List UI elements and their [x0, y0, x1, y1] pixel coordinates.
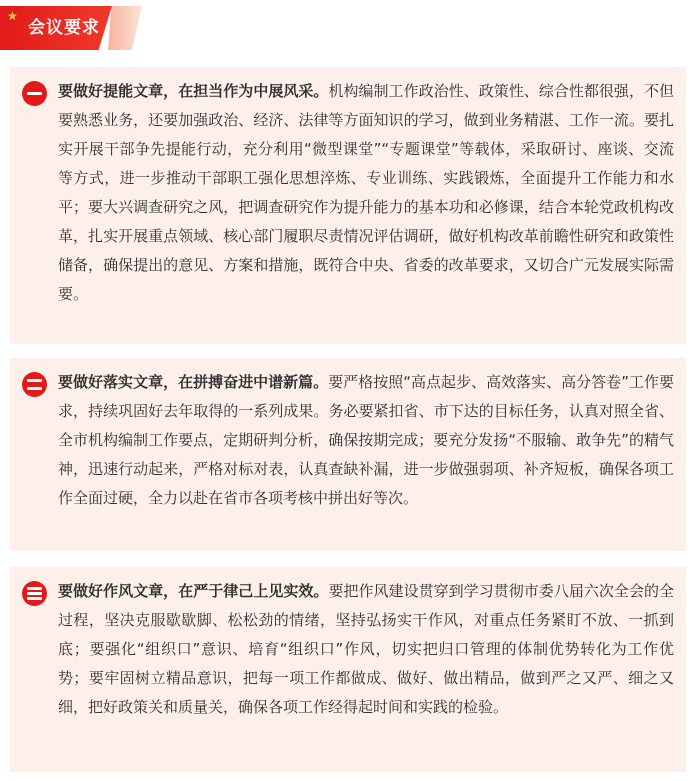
requirement-body: 要严格按照“高点起步、高效落实、高分答卷”工作要求，持续巩固好去年取得的一系列成果。务必要紧扣省、市下达的目标任务，认真对照全省、全市机构编制工作要点，定期研判分析，确保按期完成；要充分发扬“不服输、敢争先”的精气神，迅速行动起来，严格对标对表，认真查缺补漏，进一步做强弱项、补齐短板，确保各项工作全面过硬，全力以赴在省市各项考核中拼出好等次。	[58, 373, 674, 507]
requirement-text	[58, 368, 674, 513]
requirement-text	[58, 77, 674, 309]
header-ribbon-fringe	[108, 6, 142, 50]
requirement-card-2	[10, 358, 686, 551]
requirement-card-3	[10, 567, 686, 772]
numeral-three-icon	[22, 581, 47, 606]
numeral-one-icon	[22, 81, 47, 106]
section-title: 会议要求	[28, 18, 100, 38]
requirement-heading: 要做好作风文章，在严于律己上见实效。	[58, 582, 329, 600]
requirement-heading: 要做好落实文章，在拼搏奋进中谱新篇。	[58, 373, 329, 391]
requirement-body: 要把作风建设贯穿到学习贯彻市委八届六次全会的全过程，坚决克服歇歇脚、松松劲的情绪，坚持弘扬实干作风，对重点任务紧盯不放、一抓到底；要强化“组织口”意识、培育“组织口”作风，切实把归口管理的体制优势转化为工作优势；要牢固树立精品意识，把每一项工作都做成、做好、做出精品，做到严之又严、细之又细，把好政策关和质量关，确保各项工作经得起时间和实践的检验。	[58, 582, 674, 716]
requirement-card-1	[10, 67, 686, 344]
requirement-text	[58, 577, 674, 722]
star-icon: ★	[7, 9, 18, 23]
section-header	[0, 6, 120, 50]
numeral-two-icon	[22, 372, 47, 397]
requirement-body: 机构编制工作政治性、政策性、综合性都很强，不但要熟悉业务，还要加强政治、经济、法律等方面知识的学习，做到业务精湛、工作一流。要扎实开展干部争先提能行动，充分利用“微型课堂”“专题课堂”等载体，采取研讨、座谈、交流等方式，进一步推动干部职工强化思想淬炼、专业训练、实践锻炼，全面提升工作能力和水平；要大兴调查研究之风，把调查研究作为提升能力的基本功和必修课，结合本轮党政机构改革，扎实开展重点领域、核心部门履职尽责情况评估调研，做好机构改革前瞻性研究和政策性储备，确保提出的意见、方案和措施，既符合中央、省委的改革要求，又切合广元发展实际需要。	[58, 82, 674, 303]
requirement-heading: 要做好提能文章，在担当作为中展风采。	[58, 82, 329, 100]
